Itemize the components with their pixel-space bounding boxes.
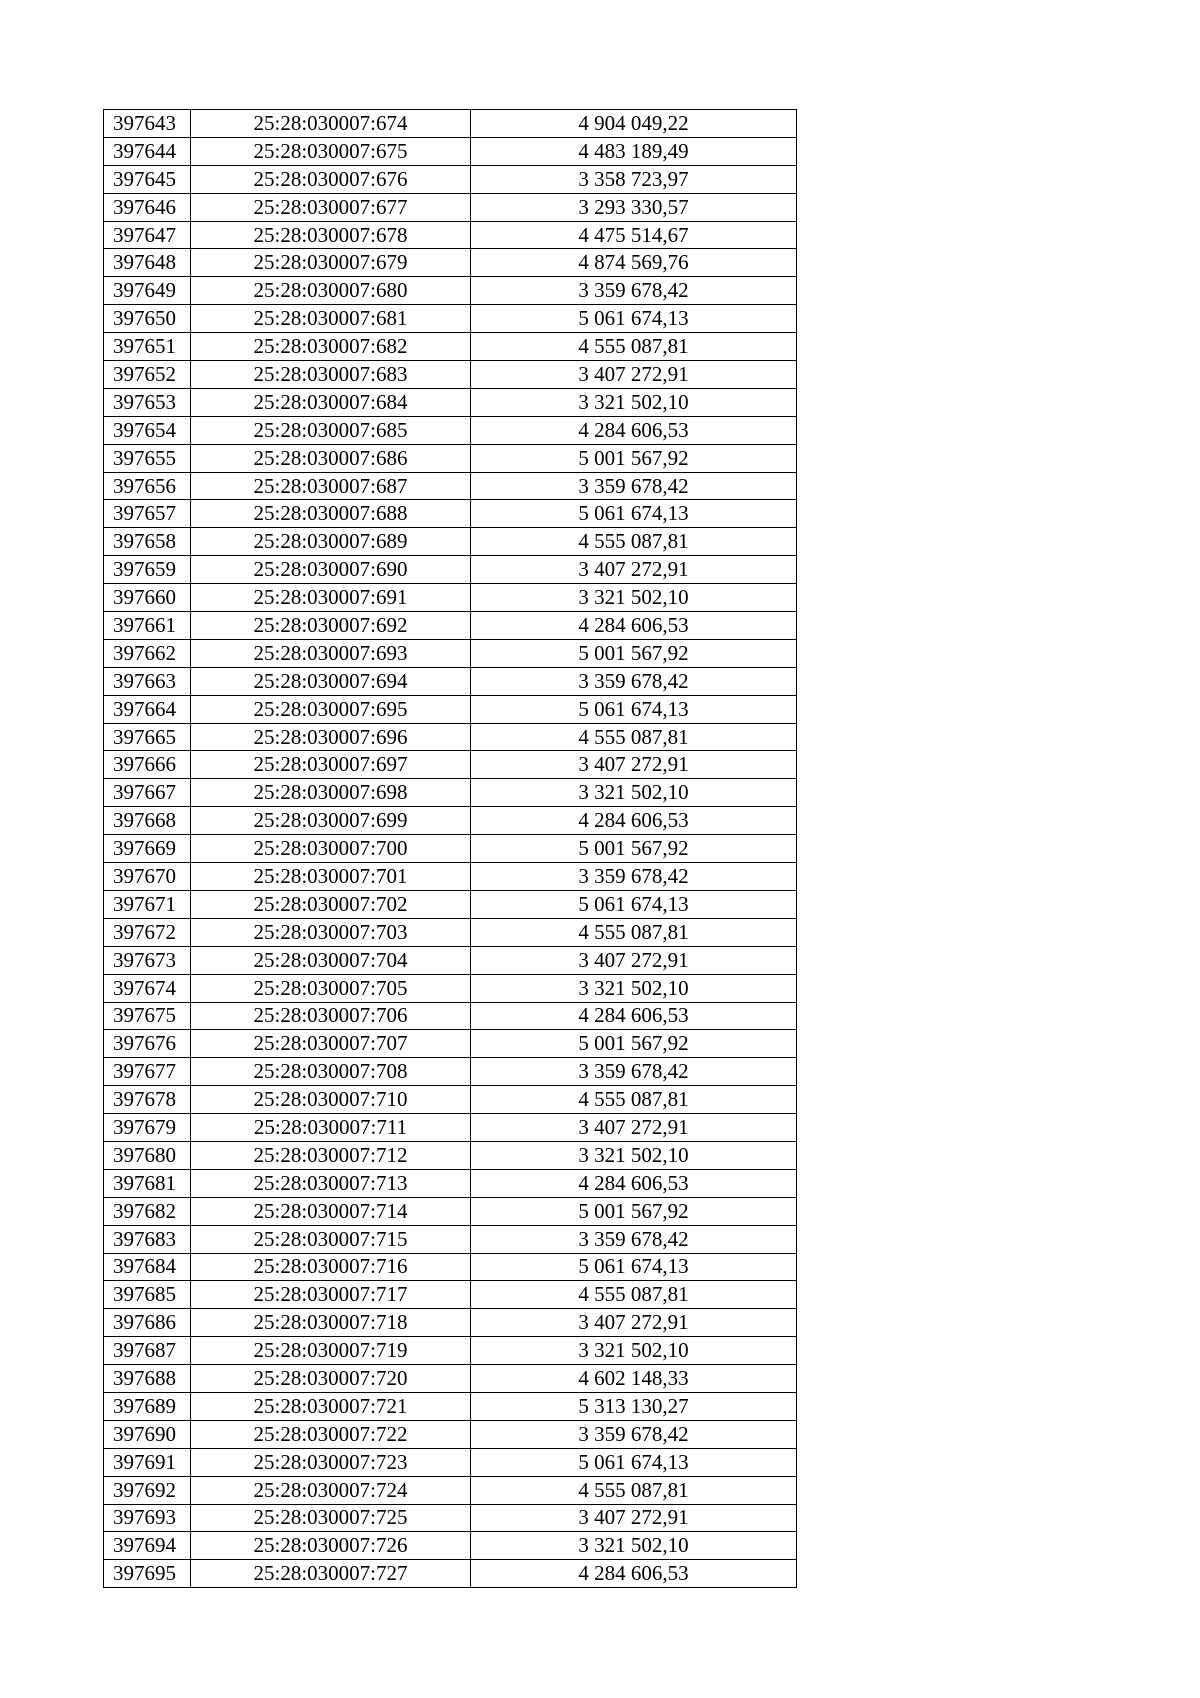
table-row <box>104 472 797 500</box>
row-number-cell: 397692 <box>104 1476 191 1504</box>
cadastral-value-cell: 3 321 502,10 <box>471 1141 797 1169</box>
cadastral-value-cell: 3 321 502,10 <box>471 779 797 807</box>
row-number-cell: 397675 <box>104 1002 191 1030</box>
row-number-cell: 397651 <box>104 333 191 361</box>
cadastral-value-cell: 3 407 272,91 <box>471 1114 797 1142</box>
table-row <box>104 1058 797 1086</box>
cadastral-value-cell: 4 602 148,33 <box>471 1365 797 1393</box>
cadastral-number-cell: 25:28:030007:713 <box>191 1169 471 1197</box>
cadastral-number-cell: 25:28:030007:680 <box>191 277 471 305</box>
row-number-cell: 397657 <box>104 500 191 528</box>
row-number-cell: 397678 <box>104 1086 191 1114</box>
row-number-cell: 397695 <box>104 1560 191 1588</box>
table-row <box>104 1448 797 1476</box>
table-row <box>104 695 797 723</box>
cadastral-value-cell: 3 407 272,91 <box>471 751 797 779</box>
cadastral-number-cell: 25:28:030007:726 <box>191 1532 471 1560</box>
cadastral-number-cell: 25:28:030007:678 <box>191 221 471 249</box>
row-number-cell: 397680 <box>104 1141 191 1169</box>
cadastral-value-cell: 4 284 606,53 <box>471 807 797 835</box>
cadastral-value-cell: 5 061 674,13 <box>471 695 797 723</box>
row-number-cell: 397660 <box>104 584 191 612</box>
cadastral-number-cell: 25:28:030007:718 <box>191 1309 471 1337</box>
cadastral-value-cell: 3 358 723,97 <box>471 165 797 193</box>
cadastral-number-cell: 25:28:030007:690 <box>191 556 471 584</box>
row-number-cell: 397661 <box>104 612 191 640</box>
cadastral-number-cell: 25:28:030007:711 <box>191 1114 471 1142</box>
row-number-cell: 397667 <box>104 779 191 807</box>
cadastral-number-cell: 25:28:030007:679 <box>191 249 471 277</box>
cadastral-value-cell: 5 061 674,13 <box>471 500 797 528</box>
table-row <box>104 1030 797 1058</box>
cadastral-value-cell: 3 407 272,91 <box>471 946 797 974</box>
cadastral-number-cell: 25:28:030007:708 <box>191 1058 471 1086</box>
cadastral-value-cell: 4 284 606,53 <box>471 416 797 444</box>
row-number-cell: 397644 <box>104 137 191 165</box>
cadastral-number-cell: 25:28:030007:712 <box>191 1141 471 1169</box>
cadastral-value-cell: 5 001 567,92 <box>471 1030 797 1058</box>
table-row <box>104 221 797 249</box>
cadastral-number-cell: 25:28:030007:706 <box>191 1002 471 1030</box>
row-number-cell: 397693 <box>104 1504 191 1532</box>
table-row <box>104 918 797 946</box>
table-row <box>104 723 797 751</box>
row-number-cell: 397653 <box>104 388 191 416</box>
cadastral-number-cell: 25:28:030007:707 <box>191 1030 471 1058</box>
table-row <box>104 1337 797 1365</box>
row-number-cell: 397682 <box>104 1197 191 1225</box>
cadastral-number-cell: 25:28:030007:721 <box>191 1392 471 1420</box>
cadastral-number-cell: 25:28:030007:719 <box>191 1337 471 1365</box>
row-number-cell: 397683 <box>104 1225 191 1253</box>
table-row <box>104 1281 797 1309</box>
table-row <box>104 779 797 807</box>
cadastral-number-cell: 25:28:030007:699 <box>191 807 471 835</box>
table-row <box>104 1532 797 1560</box>
cadastral-value-cell: 3 321 502,10 <box>471 974 797 1002</box>
cadastral-value-cell: 3 293 330,57 <box>471 193 797 221</box>
cadastral-value-cell: 5 061 674,13 <box>471 1448 797 1476</box>
table-row <box>104 890 797 918</box>
table-row <box>104 751 797 779</box>
cadastral-value-cell: 4 284 606,53 <box>471 1560 797 1588</box>
cadastral-number-cell: 25:28:030007:674 <box>191 110 471 138</box>
table-row <box>104 110 797 138</box>
cadastral-number-cell: 25:28:030007:692 <box>191 612 471 640</box>
table-row <box>104 584 797 612</box>
table-row <box>104 1476 797 1504</box>
cadastral-value-cell: 3 407 272,91 <box>471 1504 797 1532</box>
row-number-cell: 397649 <box>104 277 191 305</box>
cadastral-number-cell: 25:28:030007:677 <box>191 193 471 221</box>
table-row <box>104 1420 797 1448</box>
table-row <box>104 277 797 305</box>
cadastral-value-cell: 3 359 678,42 <box>471 667 797 695</box>
cadastral-value-cell: 5 061 674,13 <box>471 305 797 333</box>
cadastral-number-cell: 25:28:030007:685 <box>191 416 471 444</box>
cadastral-number-cell: 25:28:030007:715 <box>191 1225 471 1253</box>
table-row <box>104 612 797 640</box>
cadastral-value-table <box>103 109 797 1588</box>
row-number-cell: 397681 <box>104 1169 191 1197</box>
cadastral-number-cell: 25:28:030007:702 <box>191 890 471 918</box>
cadastral-number-cell: 25:28:030007:693 <box>191 639 471 667</box>
table-row <box>104 1560 797 1588</box>
row-number-cell: 397666 <box>104 751 191 779</box>
row-number-cell: 397668 <box>104 807 191 835</box>
cadastral-value-cell: 3 359 678,42 <box>471 277 797 305</box>
cadastral-number-cell: 25:28:030007:724 <box>191 1476 471 1504</box>
cadastral-number-cell: 25:28:030007:676 <box>191 165 471 193</box>
cadastral-value-cell: 5 061 674,13 <box>471 1253 797 1281</box>
cadastral-number-cell: 25:28:030007:689 <box>191 528 471 556</box>
cadastral-number-cell: 25:28:030007:684 <box>191 388 471 416</box>
row-number-cell: 397671 <box>104 890 191 918</box>
cadastral-value-cell: 4 555 087,81 <box>471 333 797 361</box>
cadastral-number-cell: 25:28:030007:675 <box>191 137 471 165</box>
table-row <box>104 1169 797 1197</box>
row-number-cell: 397664 <box>104 695 191 723</box>
cadastral-value-cell: 4 904 049,22 <box>471 110 797 138</box>
row-number-cell: 397665 <box>104 723 191 751</box>
row-number-cell: 397670 <box>104 863 191 891</box>
cadastral-number-cell: 25:28:030007:722 <box>191 1420 471 1448</box>
table-row <box>104 388 797 416</box>
cadastral-value-cell: 3 359 678,42 <box>471 472 797 500</box>
row-number-cell: 397656 <box>104 472 191 500</box>
table-row <box>104 1114 797 1142</box>
row-number-cell: 397686 <box>104 1309 191 1337</box>
cadastral-value-cell: 4 483 189,49 <box>471 137 797 165</box>
cadastral-value-cell: 5 001 567,92 <box>471 1197 797 1225</box>
table-row <box>104 639 797 667</box>
cadastral-value-cell: 3 321 502,10 <box>471 1337 797 1365</box>
cadastral-number-cell: 25:28:030007:696 <box>191 723 471 751</box>
table-row <box>104 1504 797 1532</box>
row-number-cell: 397652 <box>104 361 191 389</box>
cadastral-value-cell: 3 359 678,42 <box>471 1225 797 1253</box>
cadastral-number-cell: 25:28:030007:691 <box>191 584 471 612</box>
table-row <box>104 974 797 1002</box>
cadastral-number-cell: 25:28:030007:725 <box>191 1504 471 1532</box>
row-number-cell: 397679 <box>104 1114 191 1142</box>
table-row <box>104 1141 797 1169</box>
cadastral-value-cell: 3 321 502,10 <box>471 1532 797 1560</box>
row-number-cell: 397685 <box>104 1281 191 1309</box>
cadastral-number-cell: 25:28:030007:698 <box>191 779 471 807</box>
table-row <box>104 667 797 695</box>
cadastral-value-cell: 5 001 567,92 <box>471 639 797 667</box>
cadastral-number-cell: 25:28:030007:687 <box>191 472 471 500</box>
row-number-cell: 397688 <box>104 1365 191 1393</box>
cadastral-value-cell: 3 407 272,91 <box>471 361 797 389</box>
table-row <box>104 165 797 193</box>
row-number-cell: 397676 <box>104 1030 191 1058</box>
row-number-cell: 397646 <box>104 193 191 221</box>
cadastral-value-cell: 3 359 678,42 <box>471 863 797 891</box>
table-row <box>104 193 797 221</box>
table-row <box>104 1002 797 1030</box>
table-row <box>104 1309 797 1337</box>
cadastral-number-cell: 25:28:030007:720 <box>191 1365 471 1393</box>
row-number-cell: 397662 <box>104 639 191 667</box>
cadastral-number-cell: 25:28:030007:682 <box>191 333 471 361</box>
cadastral-value-cell: 3 321 502,10 <box>471 388 797 416</box>
cadastral-number-cell: 25:28:030007:714 <box>191 1197 471 1225</box>
cadastral-number-cell: 25:28:030007:688 <box>191 500 471 528</box>
cadastral-number-cell: 25:28:030007:695 <box>191 695 471 723</box>
cadastral-number-cell: 25:28:030007:704 <box>191 946 471 974</box>
cadastral-number-cell: 25:28:030007:694 <box>191 667 471 695</box>
row-number-cell: 397677 <box>104 1058 191 1086</box>
table-row <box>104 416 797 444</box>
table-row <box>104 1225 797 1253</box>
row-number-cell: 397659 <box>104 556 191 584</box>
row-number-cell: 397673 <box>104 946 191 974</box>
cadastral-value-cell: 4 874 569,76 <box>471 249 797 277</box>
table-row <box>104 333 797 361</box>
row-number-cell: 397684 <box>104 1253 191 1281</box>
cadastral-value-cell: 3 407 272,91 <box>471 556 797 584</box>
row-number-cell: 397672 <box>104 918 191 946</box>
cadastral-value-cell: 4 284 606,53 <box>471 612 797 640</box>
cadastral-number-cell: 25:28:030007:703 <box>191 918 471 946</box>
cadastral-number-cell: 25:28:030007:717 <box>191 1281 471 1309</box>
row-number-cell: 397694 <box>104 1532 191 1560</box>
row-number-cell: 397655 <box>104 444 191 472</box>
row-number-cell: 397654 <box>104 416 191 444</box>
row-number-cell: 397658 <box>104 528 191 556</box>
cadastral-value-cell: 4 555 087,81 <box>471 1476 797 1504</box>
table-row <box>104 835 797 863</box>
cadastral-number-cell: 25:28:030007:686 <box>191 444 471 472</box>
table-row <box>104 361 797 389</box>
cadastral-value-cell: 5 313 130,27 <box>471 1392 797 1420</box>
table-row <box>104 305 797 333</box>
row-number-cell: 397687 <box>104 1337 191 1365</box>
table-row <box>104 1086 797 1114</box>
cadastral-number-cell: 25:28:030007:723 <box>191 1448 471 1476</box>
table-row <box>104 137 797 165</box>
cadastral-value-cell: 4 284 606,53 <box>471 1002 797 1030</box>
cadastral-value-cell: 4 475 514,67 <box>471 221 797 249</box>
table-row <box>104 1197 797 1225</box>
table-row <box>104 249 797 277</box>
row-number-cell: 397650 <box>104 305 191 333</box>
row-number-cell: 397643 <box>104 110 191 138</box>
cadastral-value-cell: 4 555 087,81 <box>471 1281 797 1309</box>
row-number-cell: 397674 <box>104 974 191 1002</box>
cadastral-value-cell: 4 555 087,81 <box>471 1086 797 1114</box>
cadastral-number-cell: 25:28:030007:710 <box>191 1086 471 1114</box>
cadastral-value-cell: 5 001 567,92 <box>471 444 797 472</box>
cadastral-value-cell: 3 321 502,10 <box>471 584 797 612</box>
table-row <box>104 1365 797 1393</box>
cadastral-value-cell: 3 407 272,91 <box>471 1309 797 1337</box>
cadastral-value-cell: 4 555 087,81 <box>471 723 797 751</box>
table-row <box>104 444 797 472</box>
cadastral-number-cell: 25:28:030007:727 <box>191 1560 471 1588</box>
row-number-cell: 397669 <box>104 835 191 863</box>
cadastral-number-cell: 25:28:030007:705 <box>191 974 471 1002</box>
cadastral-value-cell: 4 555 087,81 <box>471 918 797 946</box>
table-row <box>104 807 797 835</box>
cadastral-number-cell: 25:28:030007:683 <box>191 361 471 389</box>
cadastral-value-cell: 3 359 678,42 <box>471 1420 797 1448</box>
row-number-cell: 397648 <box>104 249 191 277</box>
cadastral-number-cell: 25:28:030007:701 <box>191 863 471 891</box>
cadastral-number-cell: 25:28:030007:681 <box>191 305 471 333</box>
table-body <box>104 110 797 1588</box>
table-row <box>104 863 797 891</box>
row-number-cell: 397663 <box>104 667 191 695</box>
cadastral-value-cell: 5 061 674,13 <box>471 890 797 918</box>
cadastral-value-cell: 3 359 678,42 <box>471 1058 797 1086</box>
row-number-cell: 397645 <box>104 165 191 193</box>
cadastral-value-cell: 4 284 606,53 <box>471 1169 797 1197</box>
table-row <box>104 1392 797 1420</box>
row-number-cell: 397689 <box>104 1392 191 1420</box>
cadastral-number-cell: 25:28:030007:716 <box>191 1253 471 1281</box>
row-number-cell: 397691 <box>104 1448 191 1476</box>
cadastral-value-cell: 5 001 567,92 <box>471 835 797 863</box>
table-row <box>104 500 797 528</box>
cadastral-value-cell: 4 555 087,81 <box>471 528 797 556</box>
table-row <box>104 556 797 584</box>
cadastral-number-cell: 25:28:030007:697 <box>191 751 471 779</box>
table-row <box>104 1253 797 1281</box>
table-row <box>104 946 797 974</box>
cadastral-number-cell: 25:28:030007:700 <box>191 835 471 863</box>
row-number-cell: 397690 <box>104 1420 191 1448</box>
table-row <box>104 528 797 556</box>
row-number-cell: 397647 <box>104 221 191 249</box>
